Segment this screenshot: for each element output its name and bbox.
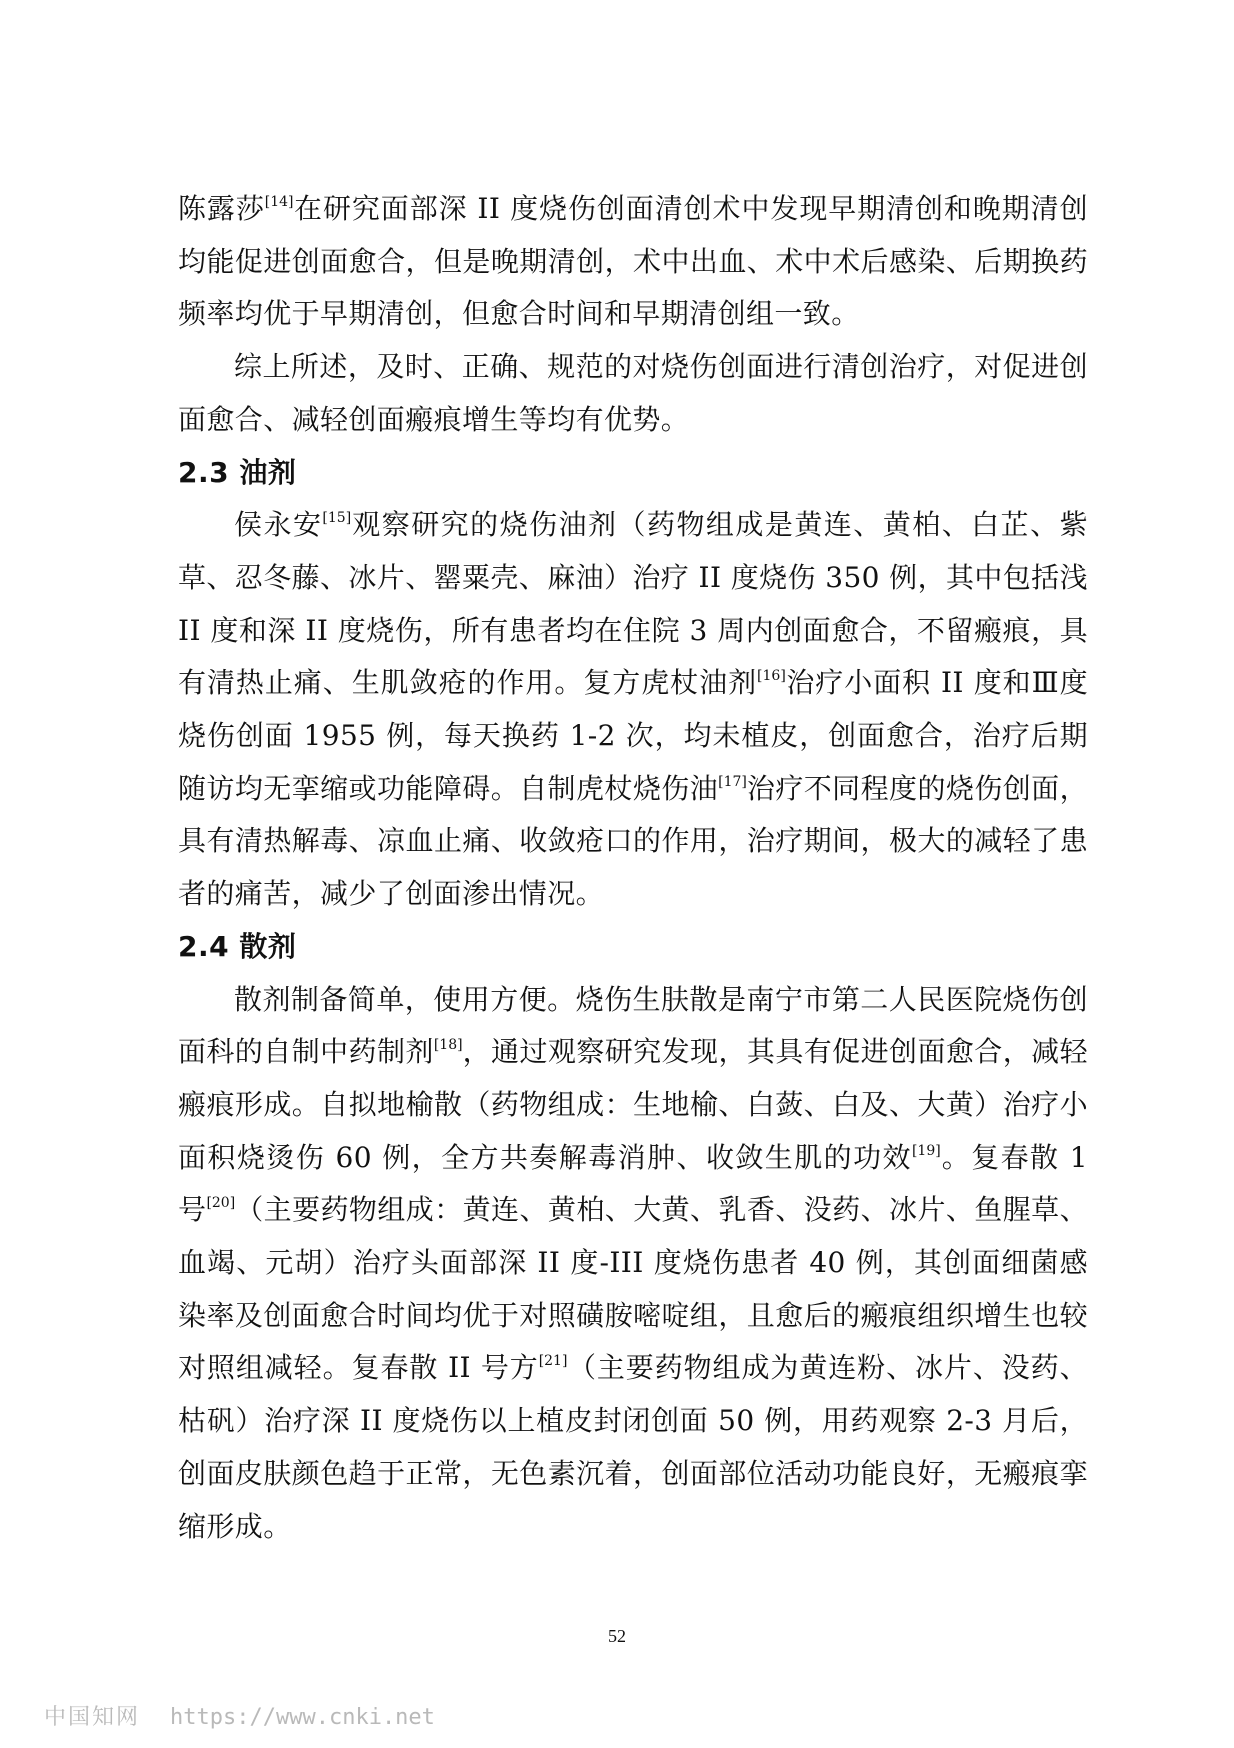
citation-ref: [18] xyxy=(433,1037,463,1054)
section-heading-powder: 2.4 散剂 xyxy=(178,929,297,963)
citation-ref: [21] xyxy=(538,1353,568,1370)
citation-ref: [14] xyxy=(264,194,294,210)
text-run: 治疗小面积 II 度和Ⅲ度烧伤创面 1955 例，每天换药 1-2 次，均未植皮，创面愈合，治疗后期随访均无挛缩或功能障碍。自制虎杖烧伤油 xyxy=(178,666,1088,805)
paragraph-powder-preparations xyxy=(178,974,1088,1554)
text-run: （主要药物组成为黄连粉、冰片、没药、枯矾）治疗深 II 度烧伤以上植皮封闭创面 50 例，用药观察 2-3 月后，创面皮肤颜色趋于正常，无色素沉着，创面部位活动功能良好，无瘢痕挛缩形成。 xyxy=(178,1351,1088,1543)
citation-ref: [15] xyxy=(322,510,352,527)
section-heading-oil: 2.3 油剂 xyxy=(178,455,297,489)
watermark-site-name: 中国知网 xyxy=(44,1705,141,1730)
text-run: 综上所述，及时、正确、规范的对烧伤创面进行清创治疗，对促进创面愈合、减轻创面瘢痕增生等均有优势。 xyxy=(178,350,1088,436)
page-number: 52 xyxy=(608,1626,626,1646)
cnki-watermark xyxy=(44,1700,435,1731)
paragraph-summary xyxy=(178,341,1088,446)
text-run: 。复春散 1 号 xyxy=(178,1140,1088,1227)
body-text xyxy=(178,183,1088,1553)
citation-ref: [19] xyxy=(911,1142,941,1159)
citation-ref: [16] xyxy=(757,668,786,685)
text-run: 在研究面部深 II 度烧伤创面清创术中发现早期清创和晚期清创均能促进创面愈合，但是晚期清创，术中出血、术中术后感染、后期换药频率均优于早期清创，但愈合时间和早期清创组一致。 xyxy=(178,192,1088,331)
citation-ref: [20] xyxy=(206,1195,236,1212)
text-run: 散剂制备简单，使用方便。烧伤生肤散是南宁市第二人民医院烧伤创面科的自制中药制剂 xyxy=(178,982,1088,1069)
text-run: 观察研究的烧伤油剂（药物组成是黄连、黄柏、白芷、紫草、忍冬藤、冰片、罂粟壳、麻油）治疗 II 度烧伤 350 例，其中包括浅 II 度和深 II 度烧伤，所有患者均在住院 3 周内创面愈合，不留瘢痕，具有清热止痛、生肌敛疮的作用。复方虎杖油剂 xyxy=(178,508,1088,700)
text-run: 陈露莎 xyxy=(178,192,265,225)
text-run: （主要药物组成：黄连、黄柏、大黄、乳香、没药、冰片、鱼腥草、血竭、元胡）治疗头面部深 II 度-III 度烧伤患者 40 例，其创面细菌感染率及创面愈合时间均优于对照磺胺嘧啶组，且愈后的瘢痕组织增生也较对照组减轻。复春散 II 号方 xyxy=(178,1193,1088,1385)
citation-ref: [17] xyxy=(718,773,747,790)
watermark-url: https://www.cnki.net xyxy=(170,1705,435,1730)
paragraph-chen-lusha xyxy=(178,183,1088,341)
text-run: 治疗不同程度的烧伤创面，具有清热解毒、凉血止痛、收敛疮口的作用，治疗期间，极大的减轻了患者的痛苦，减少了创面渗出情况。 xyxy=(178,771,1088,911)
text-run: ，通过观察研究发现，其具有促进创面愈合，减轻瘢痕形成。自拟地榆散（药物组成：生地榆、白蔹、白及、大黄）治疗小面积烧烫伤 60 例，全方共奏解毒消肿、收敛生肌的功效 xyxy=(178,1035,1088,1174)
text-run: 侯永安 xyxy=(234,508,323,542)
paragraph-oil-preparations xyxy=(178,499,1088,921)
